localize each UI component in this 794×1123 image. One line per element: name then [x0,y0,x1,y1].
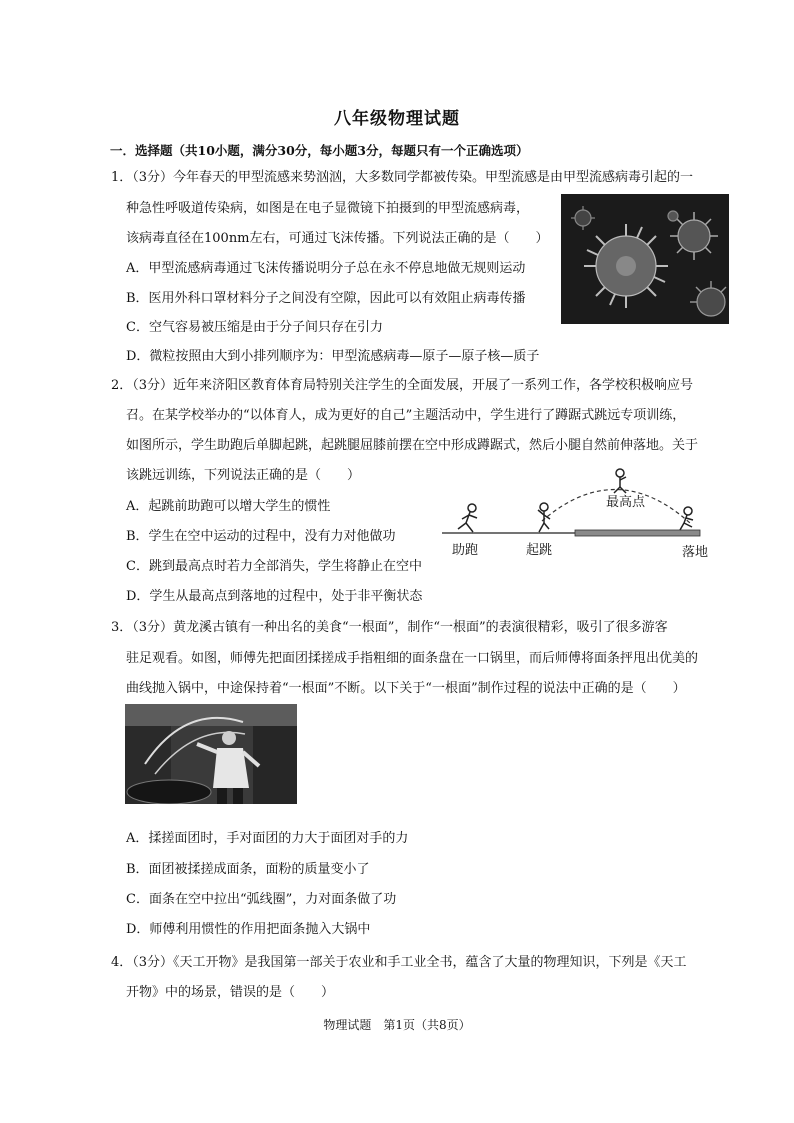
q2-line-1: 2．（3分）近年来济阳区教育体育局特别关注学生的全面发展，开展了一系列工作，各学校积极响应号 [111,378,694,393]
q3-line-3: 曲线抛入锅中，中途保持着“一根面”不断。以下关于“一根面”制作过程的说法中正确的是（ ） [126,681,686,696]
label-highest: 最高点 [606,495,646,510]
q2-option-c: C．跳到最高点时若力全部消失，学生将静止在空中 [126,559,422,574]
q1-option-b: B．医用外科口罩材料分子之间没有空隙，因此可以有效阻止病毒传播 [126,291,526,306]
q1-line-1: 1．（3分）今年春天的甲型流感来势汹汹，大多数同学都被传染。甲型流感是由甲型流感病毒引起的一 [111,170,694,185]
q3-option-b: B．面团被揉搓成面条，面粉的质量变小了 [126,862,370,877]
noodle-chef-photo [125,704,297,804]
page-title: 八年级物理试题 [334,109,460,129]
q3-option-c: C．面条在空中拉出“弧线圈”，力对面条做了功 [126,892,397,907]
q3-line-2: 驻足观看。如图，师傅先把面团揉搓成手指粗细的面条盘在一口锅里，而后师傅将面条抨甩出优美的 [126,651,699,666]
q1-option-a: A．甲型流感病毒通过飞沫传播说明分子总在永不停息地做无规则运动 [126,261,526,276]
section-heading: 一．选择题（共10小题，满分30分，每小题3分，每题只有一个正确选项） [110,143,529,158]
q1-option-c: C．空气容易被压缩是由于分子间只存在引力 [126,320,383,335]
q3-line-1: 3．（3分）黄龙溪古镇有一种出名的美食“一根面”，制作“一根面”的表演很精彩，吸引了很多游客 [111,620,668,635]
q2-option-d: D．学生从最高点到落地的过程中，处于非平衡状态 [126,589,423,604]
q4-line-1: 4．（3分）《天工开物》是我国第一部关于农业和手工业全书，蕴含了大量的物理知识，下列是《天工 [111,955,687,970]
q2-option-a: A．起跳前助跑可以增大学生的惯性 [126,499,331,514]
label-takeoff: 起跳 [526,543,553,558]
q3-option-d: D．师傅利用惯性的作用把面条抛入大锅中 [126,922,371,937]
q4-line-2: 开物》中的场景，错误的是（ ） [126,985,335,1000]
q1-line-2: 种急性呼吸道传染病，如图是在电子显微镜下拍摄到的甲型流感病毒， [126,201,530,216]
q2-line-3: 如图所示，学生助跑后单脚起跳，起跳腿屈膝前摆在空中形成蹲踞式，然后小腿自然前伸落地。关于 [126,438,699,453]
q2-line-2: 召。在某学校举办的“以体育人，成为更好的自己”主题活动中，学生进行了蹲踞式跳远专项训练， [126,408,686,423]
q1-option-d: D．微粒按照由大到小排列顺序为：甲型流感病毒—原子—原子核—质子 [126,349,540,364]
virus-photo [561,194,729,324]
label-landing: 落地 [682,545,709,560]
q2-option-b: B．学生在空中运动的过程中，没有力对他做功 [126,529,396,544]
page-footer: 物理试题 第1页（共8页） [323,1018,471,1032]
long-jump-diagram [440,463,714,563]
q2-line-4: 该跳远训练，下列说法正确的是（ ） [126,468,361,483]
q1-line-3: 该病毒直径在100nm左右，可通过飞沫传播。下列说法正确的是（ ） [126,231,549,246]
label-runup: 助跑 [452,543,479,558]
q3-option-a: A．揉搓面团时，手对面团的力大于面团对手的力 [126,831,409,846]
